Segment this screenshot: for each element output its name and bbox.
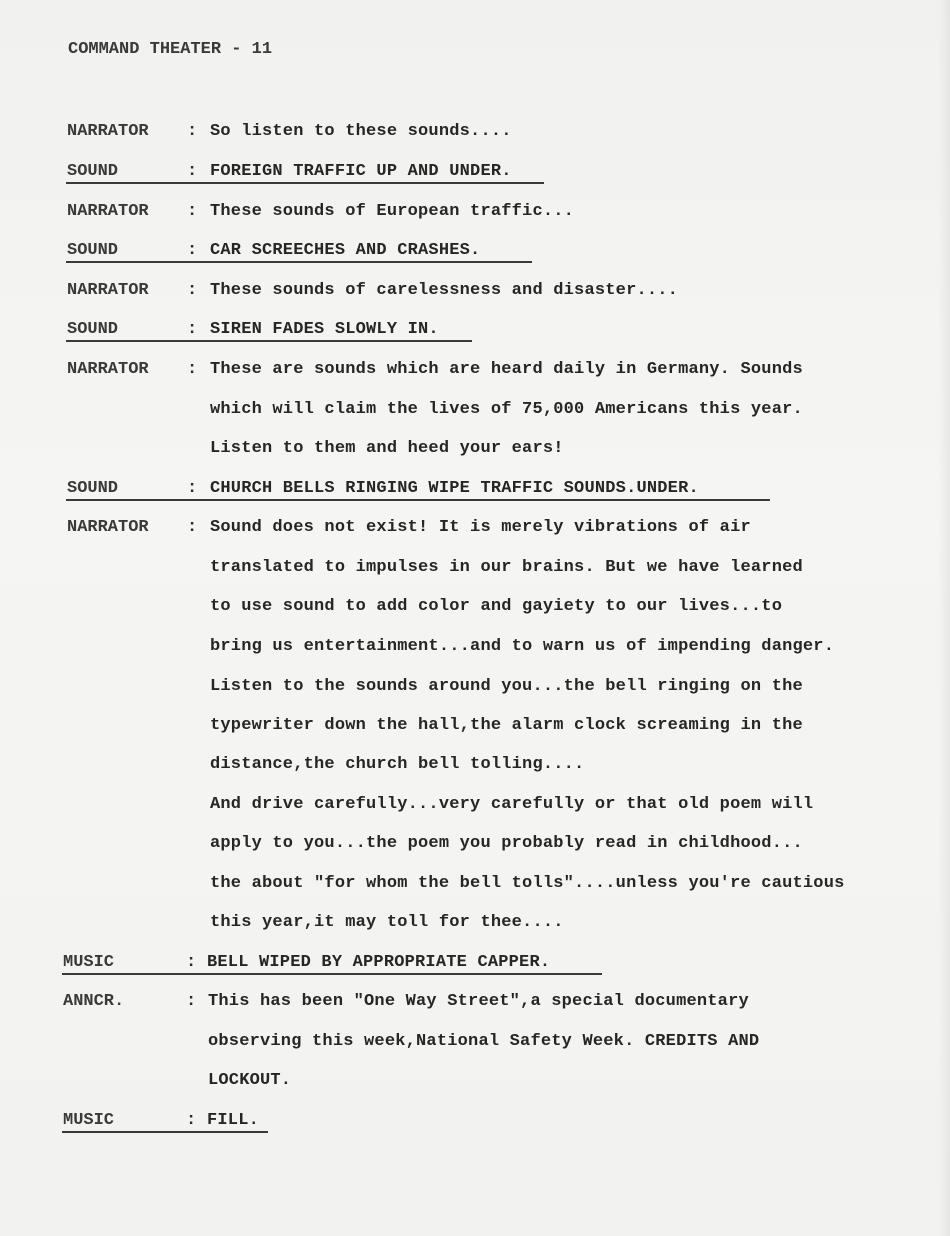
cue-underline	[66, 340, 472, 342]
dialogue-line: translated to impulses in our brains. But we have learned	[210, 558, 803, 577]
cue-line: SIREN FADES SLOWLY IN.	[210, 320, 439, 339]
dialogue-line: to use sound to add color and gayiety to our lives...to	[210, 597, 783, 616]
dialogue-line: Listen to the sounds around you...the bell ringing on the	[210, 677, 803, 696]
colon-separator: :	[187, 479, 198, 498]
dialogue-line: And drive carefully...very carefully or that old poem will	[210, 795, 814, 814]
cue-underline	[62, 973, 602, 975]
colon-separator: :	[186, 1111, 197, 1130]
speaker-label: SOUND	[67, 162, 119, 181]
speaker-label: SOUND	[67, 241, 119, 260]
dialogue-line: Listen to them and heed your ears!	[210, 439, 564, 458]
speaker-label: SOUND	[67, 320, 119, 339]
speaker-label: NARRATOR	[67, 202, 149, 221]
cue-underline	[66, 182, 544, 184]
dialogue-line: These sounds of carelessness and disaster....	[210, 281, 679, 300]
scan-shadow	[938, 0, 950, 1236]
dialogue-line: This has been "One Way Street",a special documentary	[208, 992, 749, 1011]
dialogue-line: Sound does not exist! It is merely vibrations of air	[210, 518, 751, 537]
dialogue-line: These are sounds which are heard daily in Germany. Sounds	[210, 360, 803, 379]
speaker-label: NARRATOR	[67, 281, 149, 300]
speaker-label: ANNCR.	[63, 992, 125, 1011]
dialogue-line: apply to you...the poem you probably read in childhood...	[210, 834, 803, 853]
cue-line: FOREIGN TRAFFIC UP AND UNDER.	[210, 162, 512, 181]
cue-underline	[66, 261, 532, 263]
cue-line: FILL.	[207, 1111, 260, 1130]
speaker-label: NARRATOR	[67, 518, 149, 537]
colon-separator: :	[187, 360, 198, 379]
cue-line: CHURCH BELLS RINGING WIPE TRAFFIC SOUNDS.UNDER.	[210, 479, 699, 498]
colon-separator: :	[186, 992, 197, 1011]
speaker-label: MUSIC	[63, 953, 115, 972]
colon-separator: :	[187, 518, 198, 537]
dialogue-line: distance,the church bell tolling....	[210, 755, 585, 774]
dialogue-line: which will claim the lives of 75,000 Americans this year.	[210, 400, 803, 419]
dialogue-line: observing this week,National Safety Week. CREDITS AND	[208, 1032, 760, 1051]
cue-line: BELL WIPED BY APPROPRIATE CAPPER.	[207, 953, 551, 972]
colon-separator: :	[187, 162, 198, 181]
dialogue-line: bring us entertainment...and to warn us of impending danger.	[210, 637, 835, 656]
dialogue-line: the about "for whom the bell tolls"....unless you're cautious	[210, 874, 845, 893]
dialogue-line: typewriter down the hall,the alarm clock screaming in the	[210, 716, 803, 735]
colon-separator: :	[187, 320, 198, 339]
colon-separator: :	[186, 953, 197, 972]
colon-separator: :	[187, 122, 198, 141]
page-header: COMMAND THEATER - 11	[68, 40, 273, 59]
cue-underline	[62, 1131, 268, 1133]
dialogue-line: LOCKOUT.	[208, 1071, 292, 1090]
dialogue-line: These sounds of European traffic...	[210, 202, 575, 221]
dialogue-line: this year,it may toll for thee....	[210, 913, 564, 932]
speaker-label: NARRATOR	[67, 360, 149, 379]
cue-underline	[66, 499, 770, 501]
dialogue-line: So listen to these sounds....	[210, 122, 512, 141]
speaker-label: NARRATOR	[67, 122, 149, 141]
speaker-label: SOUND	[67, 479, 119, 498]
speaker-label: MUSIC	[63, 1111, 115, 1130]
cue-line: CAR SCREECHES AND CRASHES.	[210, 241, 481, 260]
colon-separator: :	[187, 202, 198, 221]
colon-separator: :	[187, 281, 198, 300]
colon-separator: :	[187, 241, 198, 260]
